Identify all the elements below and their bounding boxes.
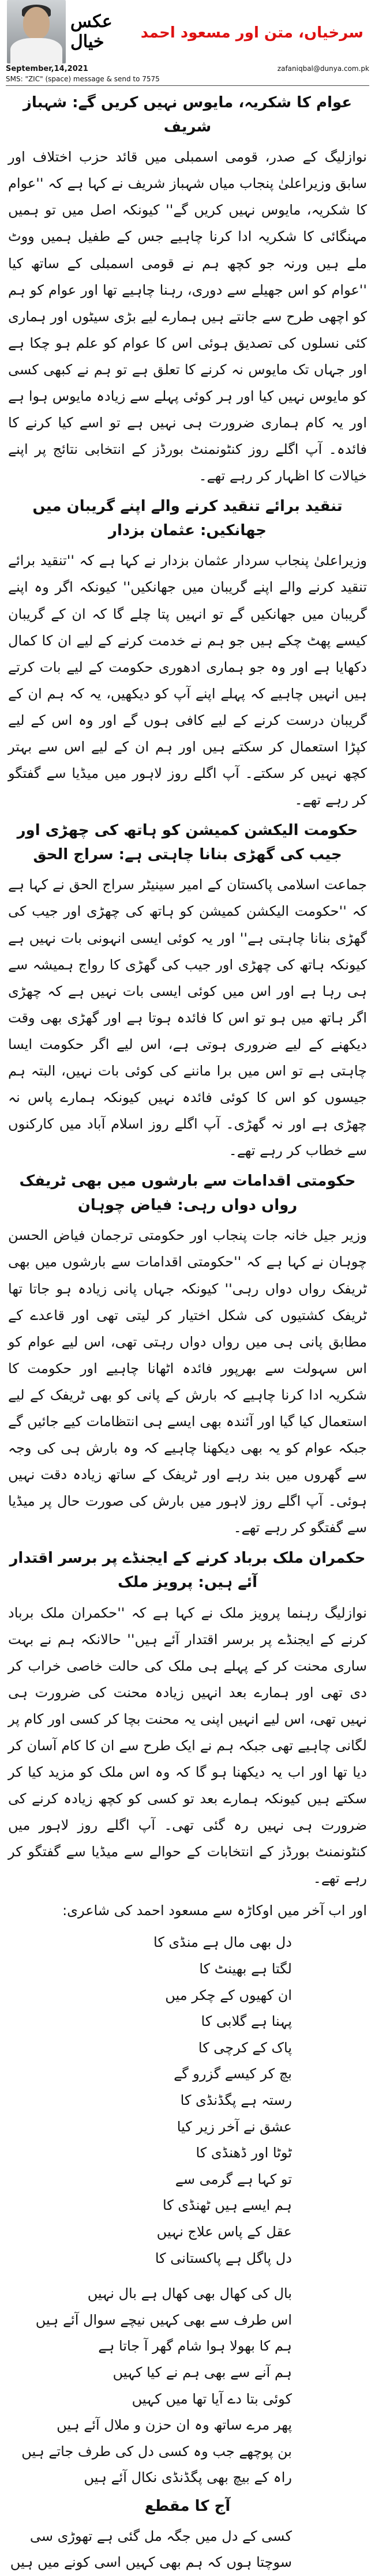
column-date: September,14,2021 [6, 65, 88, 73]
final-couplet [8, 2524, 367, 2576]
poem-verse: تو کہا ہے گرمی سے [175, 2171, 292, 2187]
poem-verse: بچ کر کیسے گزرو گے [174, 2066, 292, 2082]
section-text: نوازلیگ کے صدر، قومی اسمبلی میں قائد حزب اختلاف اور سابق وزیراعلیٰ پنجاب میاں شہباز شریف نے کہا ہے کہ ''عوام کا شکریہ، مایوس نہیں کریں گے'' کیونکہ اصل میں تو ہمیں مہنگائی کا شکریہ ادا کرنا چاہیے جس کے طفیل ہمیں ووٹ ملے ہیں ورنہ جو کچھ ہم نے قومی اسمبلی کے ساتھ کیا ''عوام کو اس جھیلے سے دوری، رہنا چاہیے تھا اور عوام کو ہم کو اچھی طرح سے جانتے ہیں ہمارے لیے بڑی سیٹوں اور ہماری کئی نسلوں کی تصدیق ہوئی اس کا عوام کو علم ہو چکا ہے اور جہاں تک مایوس نہ کرنے کا تعلق ہے تو ہم نے کبھی کسی کو مایوس نہیں کیا اور ہر کوئی پہلے سے زیادہ مایوس ہوا ہے اور یہ کام ہماری ضرورت ہی نہیں ہے تو اسے کیا کرنے کا فائدہ۔ آپ اگلے روز کنٹونمنٹ بورڈز کے انتخابی نتائج پر اپنے خیالات کا اظہار کر رہے تھے۔ [8, 149, 367, 484]
poem-verse: رستہ ہے پگڈنڈی کا [180, 2092, 292, 2109]
poem-verse: کسی کے دل میں جگہ مل گئی ہے تھوڑی سی [29, 2528, 292, 2544]
poem-verse: سوچتا ہوں کہ ہم بھی کہیں اسی کونے میں ہیں [10, 2554, 292, 2571]
poem-verse: پہنا ہے گلابی کا [201, 2013, 292, 2030]
section-text: وزیر جیل خانہ جات پنجاب اور حکومتی ترجمان فیاض الحسن چوہان نے کہا ہے کہ ''حکومتی اقدامات سے بارشوں میں بھی ٹریفک رواں دواں رہی'' کیونکہ جہاں پانی زیادہ ہو جاتا تھا ٹریفک کشتیوں کی شکل اختیار کر لیتی تھی اور قاعدے کے مطابق پانی ہی میں رواں دواں رہتی تھی، اس لیے عوام کو اس سہولت سے بھرپور فائدہ اٹھانا چاہیے اور حکومت کا شکریہ ادا کرنا چاہیے کہ بارش کے پانی کو بھی ٹریفک کے لیے استعمال کیا گیا اور آئندہ بھی ایسے ہی انتظامات کیے جائیں گے جبکہ عوام کو یہ بھی دیکھنا چاہیے کہ وہ بارش ہی کی وجہ سے گھروں میں بند رہے اور ٹریفک کے ساتھ زیادہ دقت نہیں ہوئی۔ آپ اگلے روز لاہور میں بارش کی صورت حال پر میڈیا سے گفتگو کر رہے تھے۔ [8, 1227, 367, 1536]
poem-verse: کوئی بتا دے آیا تھا میں کہیں [132, 2390, 292, 2407]
stanza-gap [8, 2272, 367, 2281]
poem-verse: پاک کے کرچی کا [198, 2039, 292, 2056]
column-title: سرخیاں، متن اور مسعود احمد [140, 24, 363, 42]
sms-info: SMS: "ZIC" (space) message & send to 7575 [6, 75, 160, 83]
section-heading: عوام کا شکریہ، مایوس نہیں کریں گے: شہباز شریف [22, 94, 352, 136]
section-heading: حکومت الیکشن کمیشن کو ہاتھ کی چھڑی اور جیب کی گھڑی بنانا چاہتی ہے: سراج الحق [17, 822, 358, 863]
section-heading: حکمران ملک برباد کرنے کے ایجنڈے پر برسر اقتدار آئے ہیں: پرویز ملک [9, 1550, 366, 1591]
poem-verse: بال کی کھال بھی کھال ہے بال نہیں [87, 2285, 292, 2302]
section-text: وزیراعلیٰ پنجاب سردار عثمان بزدار نے کہا ہے کہ ''تنقید برائے تنقید کرنے والے اپنے گریبان میں جھانکیں'' کیونکہ اگر وہ اپنے گریبان میں جھانکیں گے تو انہیں پتا چلے گا کہ ان کے گریبان کیسے پھٹ چکے ہیں جو ہم نے خدمت کرنے کے لیے ان کا کمال دکھایا ہے اور وہ جو ہماری ادھوری حکومت کے لیے بات کرتے ہیں انہیں چاہیے کہ پہلے اپنے آپ کو دیکھیں، یہ کہ ہم ان کے گریبان درست کرنے کے لیے کافی ہوں گے اور وہ اس کے لیے کپڑا استعمال کر سکتے ہیں اور ہم ان کے لیے اس سے بہتر کچھ نہیں کر سکتے۔ آپ اگلے روز لاہور میں میڈیا سے گفتگو کر رہے تھے۔ [8, 552, 367, 808]
poem-verse: ہم ایسے ہیں ٹھنڈی کا [162, 2197, 292, 2214]
poem-verse: بن پوچھے جب وہ کسی دل کی طرف جاتے ہیں [21, 2443, 292, 2460]
poem-verse: عشق نے آخر زیر کیا [177, 2118, 292, 2135]
section-text: جماعت اسلامی پاکستان کے امیر سینیٹر سراج الحق نے کہا ہے کہ ''حکومت الیکشن کمیشن کو ہاتھ کی چھڑی اور جیب کی گھڑی بنانا چاہتی ہے'' اور یہ کوئی ایسی انہونی بات نہیں ہے کیونکہ ہاتھ کی چھڑی اور جیب کی گھڑی کا رواج ہمیشہ سے ہی رہا ہے اور اس میں کوئی ایسی بات نہیں ہے کہ چھڑی اگر ہاتھ میں ہو تو اس کا فائدہ ہوتا ہے اور گھڑی بھی وقت دیکھنے کے لیے ضروری ہوتی ہے، اس لیے اگر حکومت ایسا چاہتی ہے تو اس میں برا ماننے کی کوئی بات نہیں، البتہ ہم جیسوں کو اس کا کوئی فائدہ نہیں کیونکہ ہمارے پاس نہ چھڑی ہے اور نہ گھڑی۔ آپ اگلے روز اسلام آباد میں کارکنوں سے خطاب کر رہے تھے۔ [8, 877, 367, 1159]
section-text: نوازلیگ رہنما پرویز ملک نے کہا ہے کہ ''حکمران ملک برباد کرنے کے ایجنڈے پر برسر اقتدار آئے ہیں'' حالانکہ ہم نے بہت ساری محنت کر کے پہلے ہی ملک کی حالت خاصی خراب کر دی تھی اور ہمارے بعد انہیں زیادہ محنت کی ضرورت ہی نہیں تھی، اس لیے انہیں اپنی یہ محنت بچا کر کسی اور کام پر لگانی چاہیے تھی جبکہ ہم نے ایک طرح سے ان کا کام آسان کر دیا تھا اور اب یہ دیکھنا ہو گا کہ وہ اس ملک کو مزید کیا کر سکتے ہیں کیونکہ ہمارے بعد تو کسی کو کچھ زیادہ کرنے کی ضرورت ہی نہیں رہ گئی تھی۔ آپ اگلے روز لاہور میں کنٹونمنٹ بورڈز کے انتخابات کے حوالے سے میڈیا سے گفتگو کر رہے تھے۔ [8, 1604, 367, 1887]
poem-verse: دل پاگل ہے پاکستانی کا [155, 2250, 292, 2266]
poem-verse: راہ کے بیچ بھی پگڈنڈی نکال آئے ہیں [84, 2469, 292, 2486]
column-logo: عکس خیال [70, 12, 112, 52]
poem-verse: عقل کے پاس علاج نہیں [156, 2224, 292, 2240]
column-header [0, 0, 375, 87]
poem-verse: دل بھی مال ہے منڈی کا [153, 1934, 292, 1951]
poem-verse: پھر مرے ساتھ وہ ان حزن و ملال آئے ہیں [57, 2417, 292, 2434]
poem-stanza [8, 1930, 367, 2272]
poem-verse: ہم کا بھولا ہوا شام گھر آ جاتا ہے [98, 2338, 292, 2355]
poem-verse: ان کھیوں کے چکر میں [165, 1987, 292, 2003]
author-face [23, 7, 50, 39]
poem-intro: اور اب آخر میں اوکاڑہ سے مسعود احمد کی شاعری: [62, 1902, 367, 1919]
author-photo [7, 0, 66, 63]
final-couplet-heading: آج کا مقطع [144, 2497, 231, 2515]
author-shirt [10, 38, 62, 67]
poem-verse: لگتا ہے بھینٹ کا [199, 1961, 292, 1977]
column-body [8, 88, 367, 2576]
section-heading: حکومتی اقدامات سے بارشوں میں بھی ٹریفک رواں دواں رہی: فیاض چوہان [19, 1172, 356, 1214]
author-email[interactable]: zafaniqbal@dunya.com.pk [277, 65, 369, 73]
poem-verse: ٹوٹا اور ڈھنڈی کا [196, 2145, 292, 2161]
poem-verse: ہم آنے سے بھی ہم نے کیا کہیں [112, 2364, 292, 2381]
poem-verse: اس طرف سے بھی کہیں نیچے سوال آئے ہیں [35, 2311, 292, 2328]
section-heading: تنقید برائے تنقید کرنے والے اپنے گریبان میں جھانکیں: عثمان بزدار [32, 498, 343, 539]
header-divider [6, 85, 369, 86]
poem-stanza [8, 2281, 367, 2491]
